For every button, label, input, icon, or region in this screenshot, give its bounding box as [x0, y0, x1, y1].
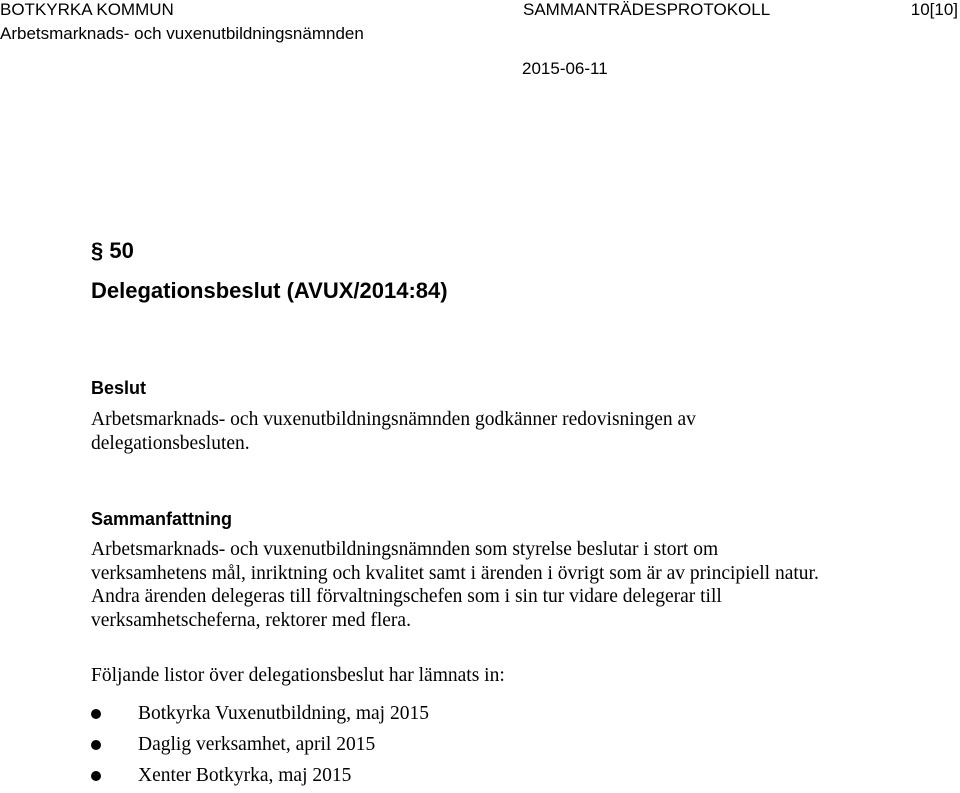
sammanfattning-text: Arbetsmarknads- och vuxenutbildningsnämnden som styrelse beslutar i stort om verksamhetens mål, inriktning och kvalitet samt i ärenden i övrigt som är av principiell natur. Andra ärenden delegeras till förvaltningschefen som i sin tur vidare delegerar till verksamhetscheferna, rektorer med flera. — [91, 539, 819, 631]
meeting-date: 2015-06-11 — [522, 59, 608, 78]
case-title: Delegationsbeslut (AVUX/2014:84) — [91, 278, 448, 303]
list-item-text: Daglig verksamhet, april 2015 — [138, 734, 376, 755]
beslut-heading: Beslut — [91, 378, 147, 398]
page-number: 10[10] — [910, 0, 958, 19]
organization-name: BOTKYRKA KOMMUN — [0, 0, 174, 19]
list-intro: Följande listor över delegationsbeslut har lämnats in: — [91, 665, 505, 686]
sammanfattning-heading: Sammanfattning — [91, 509, 233, 529]
paragraph-number: § 50 — [91, 238, 134, 263]
bullet-icon — [91, 771, 101, 781]
bullet-icon — [91, 709, 101, 719]
bullet-icon — [91, 740, 101, 750]
beslut-text: Arbetsmarknads- och vuxenutbildningsnämnden godkänner redovisningen av delegationsbesluten. — [91, 409, 696, 454]
list-item-text: Botkyrka Vuxenutbildning, maj 2015 — [138, 703, 429, 724]
committee-name: Arbetsmarknads- och vuxenutbildningsnämnden — [0, 24, 364, 43]
document-type: SAMMANTRÄDESPROTOKOLL — [523, 0, 771, 19]
list-item-text: Xenter Botkyrka, maj 2015 — [138, 765, 352, 786]
